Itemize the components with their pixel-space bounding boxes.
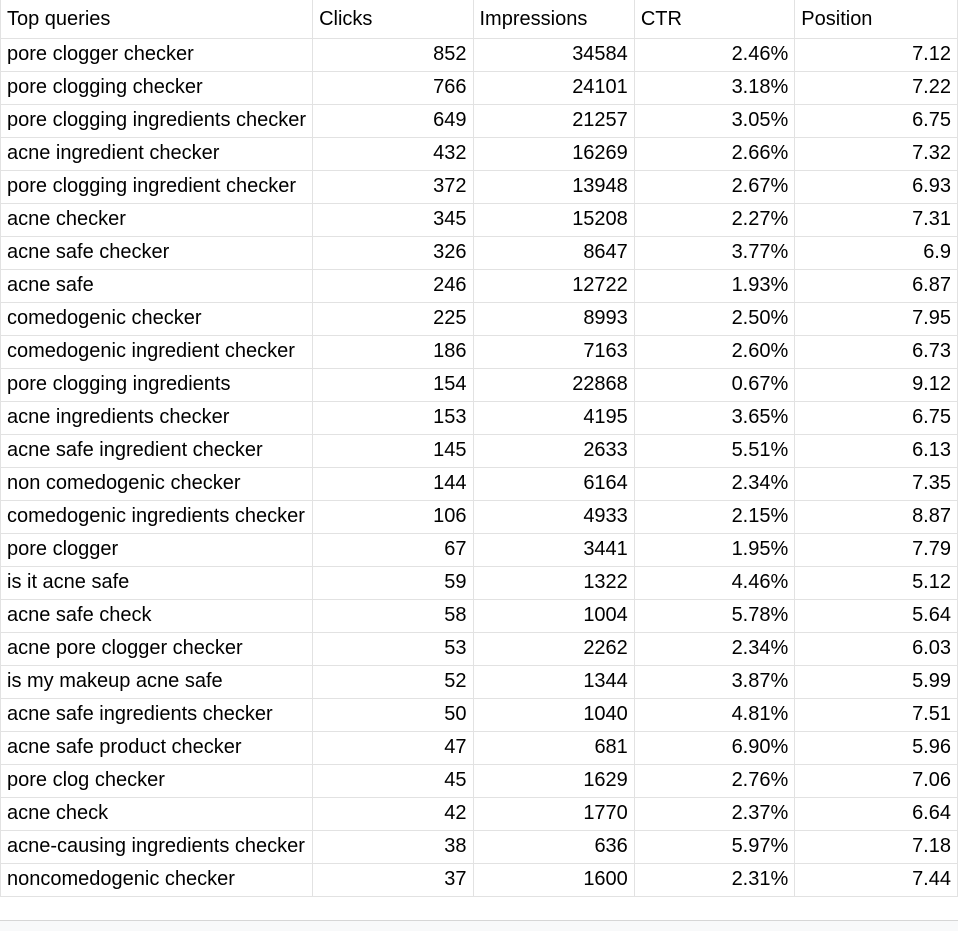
cell-query[interactable]: acne check — [1, 797, 313, 830]
cell-clicks[interactable]: 37 — [313, 863, 473, 896]
cell-position[interactable]: 5.96 — [795, 731, 958, 764]
cell-ctr[interactable]: 2.27% — [634, 203, 794, 236]
cell-position[interactable]: 7.35 — [795, 467, 958, 500]
cell-position[interactable]: 9.12 — [795, 368, 958, 401]
cell-ctr[interactable]: 4.81% — [634, 698, 794, 731]
table-row — [1, 665, 958, 698]
cell-position[interactable]: 5.64 — [795, 599, 958, 632]
cell-position[interactable]: 6.73 — [795, 335, 958, 368]
cell-impressions[interactable]: 8993 — [473, 302, 634, 335]
cell-impressions[interactable]: 2262 — [473, 632, 634, 665]
cell-query[interactable]: is my makeup acne safe — [1, 665, 313, 698]
cell-position[interactable]: 7.44 — [795, 863, 958, 896]
cell-impressions[interactable]: 22868 — [473, 368, 634, 401]
table-row — [1, 71, 958, 104]
cell-query[interactable]: pore clogging ingredients checker — [1, 104, 313, 137]
cell-query[interactable]: acne checker — [1, 203, 313, 236]
table-row — [1, 368, 958, 401]
cell-impressions[interactable]: 34584 — [473, 38, 634, 71]
cell-ctr[interactable]: 4.46% — [634, 566, 794, 599]
table-row — [1, 533, 958, 566]
table-row — [1, 170, 958, 203]
cell-position[interactable]: 6.75 — [795, 401, 958, 434]
table-row — [1, 566, 958, 599]
cell-ctr[interactable]: 1.95% — [634, 533, 794, 566]
cell-position[interactable]: 7.79 — [795, 533, 958, 566]
table-row — [1, 335, 958, 368]
cell-position[interactable]: 6.64 — [795, 797, 958, 830]
cell-clicks[interactable]: 326 — [313, 236, 473, 269]
cell-ctr[interactable]: 2.60% — [634, 335, 794, 368]
cell-query[interactable]: comedogenic checker — [1, 302, 313, 335]
cell-impressions[interactable]: 636 — [473, 830, 634, 863]
cell-clicks[interactable]: 45 — [313, 764, 473, 797]
cell-position[interactable]: 7.18 — [795, 830, 958, 863]
header-cell-position[interactable]: Position — [795, 0, 958, 38]
table-row — [1, 599, 958, 632]
table-row — [1, 632, 958, 665]
cell-query[interactable]: acne ingredients checker — [1, 401, 313, 434]
cell-position[interactable]: 7.95 — [795, 302, 958, 335]
cell-impressions[interactable]: 1629 — [473, 764, 634, 797]
cell-position[interactable]: 7.31 — [795, 203, 958, 236]
cell-query[interactable]: comedogenic ingredient checker — [1, 335, 313, 368]
table-row — [1, 698, 958, 731]
table-row — [1, 830, 958, 863]
cell-clicks[interactable]: 106 — [313, 500, 473, 533]
cell-impressions[interactable]: 24101 — [473, 71, 634, 104]
cell-impressions[interactable]: 12722 — [473, 269, 634, 302]
cell-query[interactable]: acne safe check — [1, 599, 313, 632]
cell-position[interactable]: 6.93 — [795, 170, 958, 203]
cell-position[interactable]: 7.22 — [795, 71, 958, 104]
cell-impressions[interactable]: 16269 — [473, 137, 634, 170]
table-row — [1, 764, 958, 797]
cell-clicks[interactable]: 52 — [313, 665, 473, 698]
cell-clicks[interactable]: 153 — [313, 401, 473, 434]
cell-clicks[interactable]: 345 — [313, 203, 473, 236]
cell-position[interactable]: 6.87 — [795, 269, 958, 302]
table-row — [1, 500, 958, 533]
cell-ctr[interactable]: 5.97% — [634, 830, 794, 863]
cell-clicks[interactable]: 852 — [313, 38, 473, 71]
cell-impressions[interactable]: 1770 — [473, 797, 634, 830]
cell-impressions[interactable]: 6164 — [473, 467, 634, 500]
cell-impressions[interactable]: 4195 — [473, 401, 634, 434]
cell-impressions[interactable]: 1322 — [473, 566, 634, 599]
cell-clicks[interactable]: 38 — [313, 830, 473, 863]
cell-clicks[interactable]: 372 — [313, 170, 473, 203]
cell-ctr[interactable]: 3.77% — [634, 236, 794, 269]
cell-impressions[interactable]: 2633 — [473, 434, 634, 467]
cell-clicks[interactable]: 225 — [313, 302, 473, 335]
cell-position[interactable]: 7.32 — [795, 137, 958, 170]
cell-impressions[interactable]: 15208 — [473, 203, 634, 236]
cell-impressions[interactable]: 13948 — [473, 170, 634, 203]
cell-clicks[interactable]: 246 — [313, 269, 473, 302]
cell-position[interactable]: 6.9 — [795, 236, 958, 269]
cell-ctr[interactable]: 2.37% — [634, 797, 794, 830]
cell-ctr[interactable]: 3.05% — [634, 104, 794, 137]
cell-ctr[interactable]: 5.78% — [634, 599, 794, 632]
cell-ctr[interactable]: 2.34% — [634, 632, 794, 665]
table-row — [1, 38, 958, 71]
cell-impressions[interactable]: 1600 — [473, 863, 634, 896]
cell-ctr[interactable]: 2.31% — [634, 863, 794, 896]
cell-impressions[interactable]: 7163 — [473, 335, 634, 368]
cell-position[interactable]: 7.12 — [795, 38, 958, 71]
cell-query[interactable]: non comedogenic checker — [1, 467, 313, 500]
cell-clicks[interactable]: 144 — [313, 467, 473, 500]
cell-ctr[interactable]: 0.67% — [634, 368, 794, 401]
cell-ctr[interactable]: 2.67% — [634, 170, 794, 203]
cell-clicks[interactable]: 59 — [313, 566, 473, 599]
table-row — [1, 236, 958, 269]
cell-impressions[interactable]: 3441 — [473, 533, 634, 566]
cell-clicks[interactable]: 766 — [313, 71, 473, 104]
cell-ctr[interactable]: 2.76% — [634, 764, 794, 797]
cell-ctr[interactable]: 6.90% — [634, 731, 794, 764]
cell-impressions[interactable]: 21257 — [473, 104, 634, 137]
table-row — [1, 797, 958, 830]
cell-query[interactable]: is it acne safe — [1, 566, 313, 599]
cell-query[interactable]: acne pore clogger checker — [1, 632, 313, 665]
cell-impressions[interactable]: 1040 — [473, 698, 634, 731]
header-cell-ctr[interactable]: CTR — [634, 0, 794, 38]
table-row — [1, 302, 958, 335]
cell-ctr[interactable]: 2.46% — [634, 38, 794, 71]
cell-clicks[interactable]: 154 — [313, 368, 473, 401]
cell-clicks[interactable]: 53 — [313, 632, 473, 665]
cell-query[interactable]: noncomedogenic checker — [1, 863, 313, 896]
cell-query[interactable]: acne safe checker — [1, 236, 313, 269]
table-row — [1, 434, 958, 467]
cell-impressions[interactable]: 8647 — [473, 236, 634, 269]
cell-clicks[interactable]: 649 — [313, 104, 473, 137]
cell-query[interactable]: pore clogger — [1, 533, 313, 566]
table-row — [1, 401, 958, 434]
cell-query[interactable]: acne-causing ingredients checker — [1, 830, 313, 863]
cell-clicks[interactable]: 67 — [313, 533, 473, 566]
header-cell-top-queries[interactable]: Top queries — [1, 0, 313, 38]
cell-query[interactable]: pore clogger checker — [1, 38, 313, 71]
cell-ctr[interactable]: 3.87% — [634, 665, 794, 698]
cell-ctr[interactable]: 3.18% — [634, 71, 794, 104]
cell-ctr[interactable]: 2.34% — [634, 467, 794, 500]
table-row — [1, 467, 958, 500]
cell-clicks[interactable]: 47 — [313, 731, 473, 764]
header-row — [1, 0, 958, 38]
cell-clicks[interactable]: 50 — [313, 698, 473, 731]
cell-position[interactable]: 5.12 — [795, 566, 958, 599]
cell-position[interactable]: 6.13 — [795, 434, 958, 467]
table-row — [1, 863, 958, 896]
cell-query[interactable]: pore clog checker — [1, 764, 313, 797]
cell-ctr[interactable]: 2.15% — [634, 500, 794, 533]
cell-query[interactable]: pore clogging ingredients — [1, 368, 313, 401]
cell-position[interactable]: 7.51 — [795, 698, 958, 731]
table-row — [1, 137, 958, 170]
cell-ctr[interactable]: 3.65% — [634, 401, 794, 434]
cell-impressions[interactable]: 1004 — [473, 599, 634, 632]
cell-impressions[interactable]: 681 — [473, 731, 634, 764]
cell-impressions[interactable]: 4933 — [473, 500, 634, 533]
cell-query[interactable]: acne safe — [1, 269, 313, 302]
horizontal-scrollbar-track[interactable] — [0, 920, 958, 931]
cell-position[interactable]: 6.03 — [795, 632, 958, 665]
cell-clicks[interactable]: 432 — [313, 137, 473, 170]
cell-query[interactable]: pore clogging checker — [1, 71, 313, 104]
header-cell-clicks[interactable]: Clicks — [313, 0, 473, 38]
cell-query[interactable]: comedogenic ingredients checker — [1, 500, 313, 533]
cell-query[interactable]: acne safe ingredients checker — [1, 698, 313, 731]
cell-query[interactable]: pore clogging ingredient checker — [1, 170, 313, 203]
table-row — [1, 104, 958, 137]
table-row — [1, 731, 958, 764]
cell-ctr[interactable]: 2.50% — [634, 302, 794, 335]
cell-position[interactable]: 5.99 — [795, 665, 958, 698]
cell-ctr[interactable]: 1.93% — [634, 269, 794, 302]
cell-clicks[interactable]: 42 — [313, 797, 473, 830]
table-row — [1, 203, 958, 236]
cell-clicks[interactable]: 58 — [313, 599, 473, 632]
cell-position[interactable]: 6.75 — [795, 104, 958, 137]
cell-impressions[interactable]: 1344 — [473, 665, 634, 698]
header-cell-impressions[interactable]: Impressions — [473, 0, 634, 38]
cell-clicks[interactable]: 186 — [313, 335, 473, 368]
cell-query[interactable]: acne safe ingredient checker — [1, 434, 313, 467]
cell-ctr[interactable]: 5.51% — [634, 434, 794, 467]
cell-ctr[interactable]: 2.66% — [634, 137, 794, 170]
cell-query[interactable]: acne safe product checker — [1, 731, 313, 764]
table-row — [1, 269, 958, 302]
cell-position[interactable]: 8.87 — [795, 500, 958, 533]
cell-query[interactable]: acne ingredient checker — [1, 137, 313, 170]
cell-clicks[interactable]: 145 — [313, 434, 473, 467]
cell-position[interactable]: 7.06 — [795, 764, 958, 797]
